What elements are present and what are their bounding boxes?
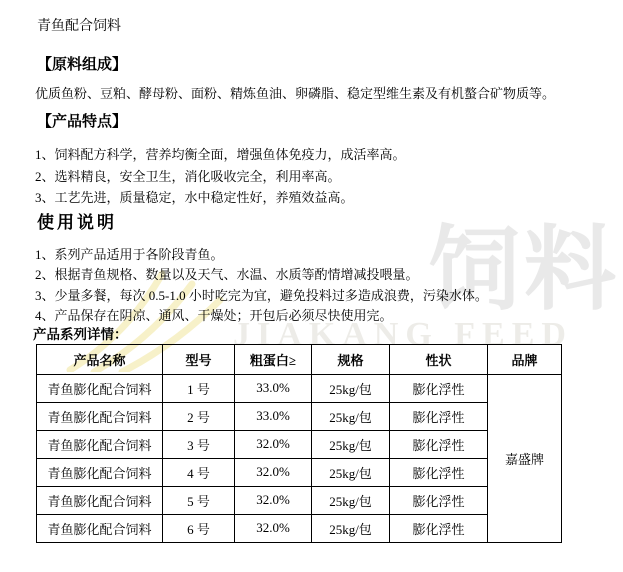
table-row — [37, 430, 562, 458]
cell-property: 膨化浮性 — [390, 458, 488, 486]
cell-model: 6 号 — [163, 514, 235, 542]
cell-model: 2 号 — [163, 402, 235, 430]
cell-property: 膨化浮性 — [390, 486, 488, 514]
table-row — [37, 514, 562, 542]
cell-property: 膨化浮性 — [390, 514, 488, 542]
cell-protein: 32.0% — [235, 458, 312, 486]
document — [33, 19, 605, 543]
product-table — [36, 344, 562, 543]
col-header-brand: 品牌 — [488, 344, 562, 374]
table-row — [37, 458, 562, 486]
cell-model: 3 号 — [163, 430, 235, 458]
cell-protein: 32.0% — [235, 514, 312, 542]
cell-product-name: 青鱼膨化配合饲料 — [37, 458, 163, 486]
usage-item: 2、根据青鱼规格、数量以及天气、水温、水质等酌情增减投喂量。 — [35, 267, 419, 282]
features-heading: 【产品特点】 — [37, 114, 128, 130]
cell-spec: 25kg/包 — [312, 430, 390, 458]
cell-product-name: 青鱼膨化配合饲料 — [37, 514, 163, 542]
cell-product-name: 青鱼膨化配合饲料 — [37, 374, 163, 402]
feature-item: 1、饲料配方科学，营养均衡全面，增强鱼体免疫力，成活率高。 — [35, 147, 406, 162]
col-header-protein: 粗蛋白≥ — [235, 344, 312, 374]
cell-product-name: 青鱼膨化配合饲料 — [37, 402, 163, 430]
col-header-property: 性状 — [390, 344, 488, 374]
watermark-cjk-text: 饲料 — [428, 216, 621, 323]
table-row — [37, 486, 562, 514]
col-header-spec: 规格 — [312, 344, 390, 374]
table-row — [37, 402, 562, 430]
watermark-latin-text: JIAKANG FEED — [233, 316, 573, 353]
usage-item: 1、系列产品适用于各阶段青鱼。 — [35, 246, 224, 262]
cell-model: 1 号 — [163, 374, 235, 402]
cell-property: 膨化浮性 — [390, 430, 488, 458]
cell-spec: 25kg/包 — [312, 402, 390, 430]
features-list — [35, 144, 605, 209]
series-heading: 产品系列详情： — [33, 326, 128, 342]
feature-item: 2、选料精良，安全卫生，消化吸收完全，利用率高。 — [35, 168, 341, 184]
cell-spec: 25kg/包 — [312, 514, 390, 542]
cell-model: 4 号 — [163, 458, 235, 486]
cell-protein: 33.0% — [235, 402, 312, 430]
cell-spec: 25kg/包 — [312, 486, 390, 514]
cell-protein: 33.0% — [235, 374, 312, 402]
cell-model: 5 号 — [163, 486, 235, 514]
cell-protein: 32.0% — [235, 430, 312, 458]
usage-item: 3、少量多餐，每次 0.5-1.0 小时吃完为宜，避免投料过多造成浪费，污染水体。 — [35, 287, 488, 303]
cell-spec: 25kg/包 — [312, 458, 390, 486]
table-header-row — [37, 344, 562, 374]
cell-protein: 32.0% — [235, 486, 312, 514]
cell-brand: 嘉盛牌 — [488, 374, 562, 542]
cell-product-name: 青鱼膨化配合饲料 — [37, 430, 163, 458]
cell-spec: 25kg/包 — [312, 374, 390, 402]
ingredients-body: 优质鱼粉、豆粕、酵母粉、面粉、精炼鱼油、卵磷脂、稳定型维生素及有机螯合矿物质等。 — [35, 86, 556, 101]
cell-property: 膨化浮性 — [390, 402, 488, 430]
cell-product-name: 青鱼膨化配合饲料 — [37, 486, 163, 514]
usage-item: 4、产品保存在阴凉、通风、干燥处；开包后必须尽快使用完。 — [35, 308, 393, 323]
usage-list — [35, 245, 605, 327]
usage-heading: 使用说明 — [37, 212, 117, 232]
table-row — [37, 374, 562, 402]
ingredients-heading: 【原料组成】 — [37, 57, 128, 73]
cell-property: 膨化浮性 — [390, 374, 488, 402]
page-title: 青鱼配合饲料 — [37, 19, 121, 34]
col-header-product-name: 产品名称 — [37, 344, 163, 374]
feature-item: 3、工艺先进，质量稳定，水中稳定性好，养殖效益高。 — [35, 190, 354, 205]
col-header-model: 型号 — [163, 344, 235, 374]
